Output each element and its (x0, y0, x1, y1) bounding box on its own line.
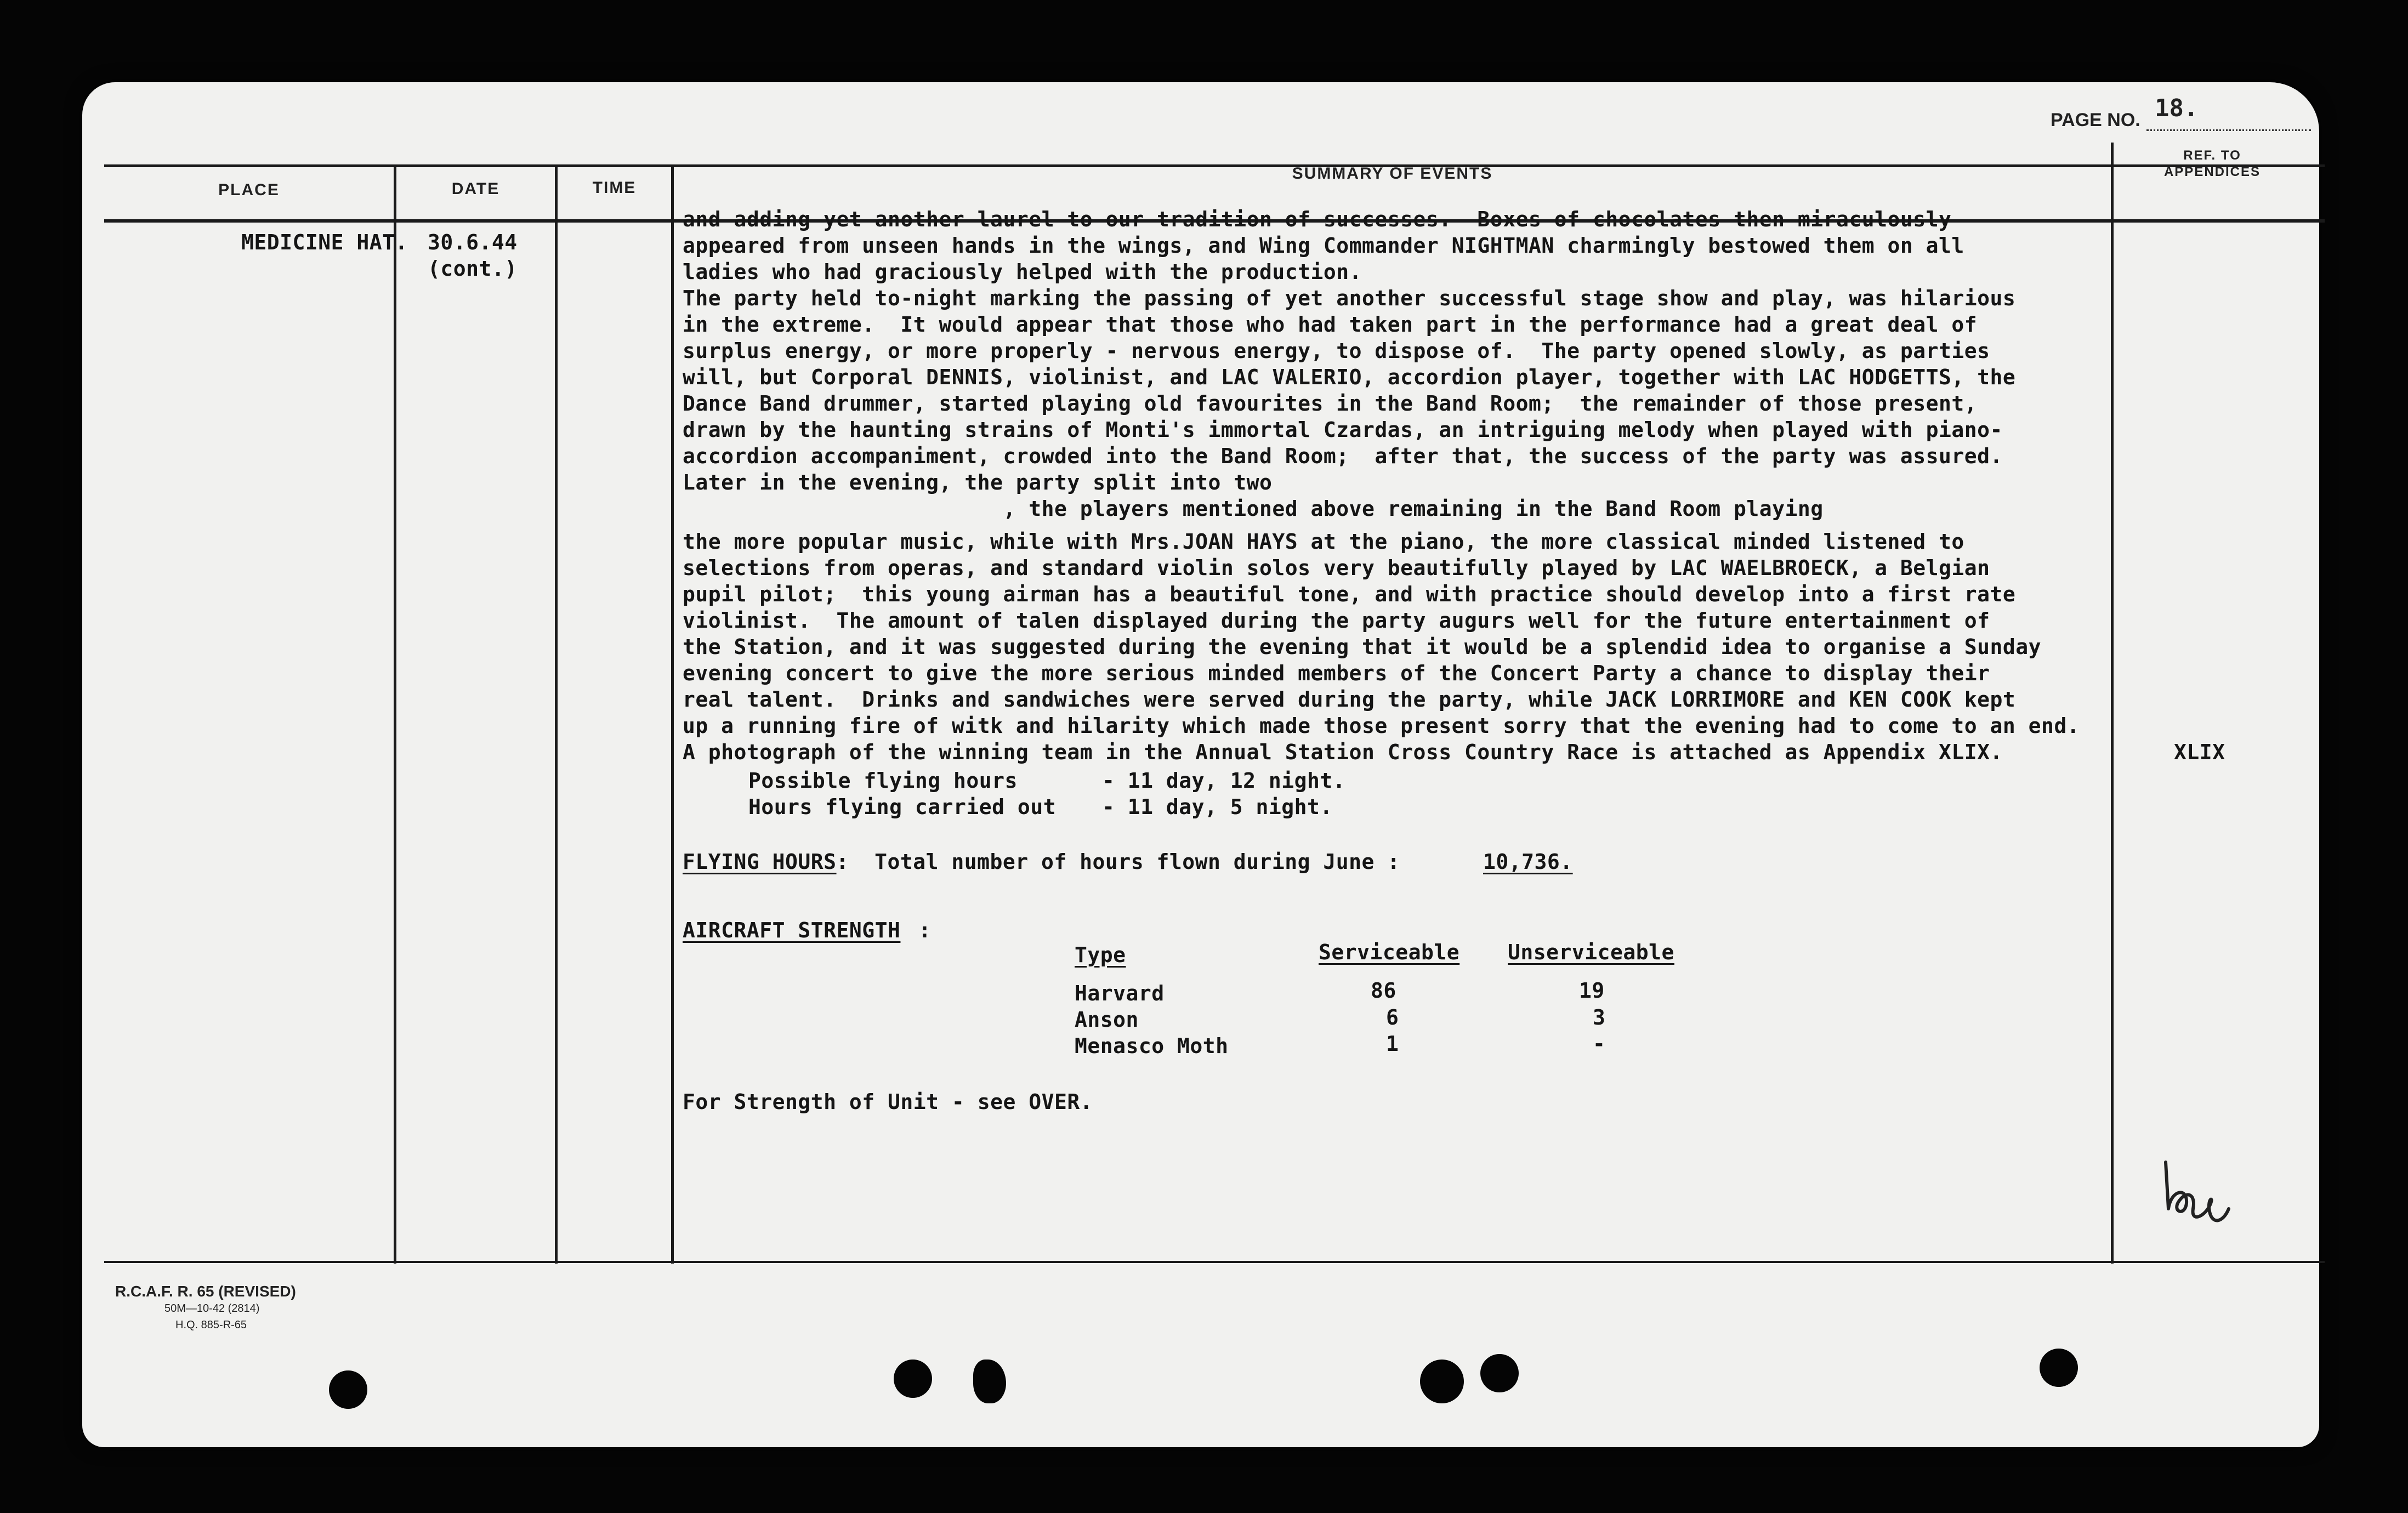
aircraft-row-type: Menasco Moth (1075, 1034, 1229, 1058)
punch-hole (2040, 1349, 2078, 1387)
header-ref-line1: REF. TO (2183, 148, 2241, 163)
summary-line: real talent. Drinks and sandwiches were served during the party, while JACK LORRIMORE and KEN COOK kept (683, 687, 2016, 712)
aircraft-row-serviceable: 6 (1386, 1005, 1399, 1029)
header-place: PLACE (218, 181, 280, 199)
punch-hole (973, 1360, 1006, 1403)
summary-line: surplus energy, or more properly - nervous energy, to dispose of. The party opened slowly, as parties (683, 339, 1990, 363)
aircraft-col-type: Type (1075, 943, 1126, 967)
possible-flying-hours-label: Possible flying hours (748, 769, 1018, 793)
form-id-line3: H.Q. 885-R-65 (175, 1319, 247, 1331)
aircraft-row-type: Harvard (1075, 981, 1165, 1005)
column-divider-date (555, 164, 558, 1264)
entry-date: 30.6.44 (428, 230, 518, 254)
column-divider-summary (2111, 143, 2114, 1264)
flying-hours-text: : Total number of hours flown during June : (836, 850, 1400, 874)
handwritten-initials (2155, 1157, 2231, 1233)
aircraft-col-serviceable: Serviceable (1319, 940, 1460, 964)
aircraft-strength-colon: : (918, 918, 932, 942)
punch-hole (894, 1360, 932, 1398)
page-number-label: PAGE NO. (2051, 110, 2140, 130)
summary-line: appeared from unseen hands in the wings, and Wing Commander NIGHTMAN charmingly bestowed them on all (683, 234, 1964, 258)
summary-line: violinist. The amount of talen displayed during the party augurs well for the future entertainment of (683, 608, 1990, 633)
summary-line: and adding yet another laurel to our tradition of successes. Boxes of chocolates then miraculously (683, 207, 1952, 231)
punch-hole (1420, 1360, 1464, 1403)
flying-hours-heading: FLYING HOURS (683, 850, 837, 874)
aircraft-col-unserviceable: Unserviceable (1508, 940, 1674, 964)
summary-line: will, but Corporal DENNIS, violinist, and LAC VALERIO, accordion player, together with LAC HODGETTS, the (683, 365, 2016, 389)
summary-line: evening concert to give the more serious minded members of the Concert Party a chance to display their (683, 661, 1990, 685)
header-summary-of-events: SUMMARY OF EVENTS (1292, 164, 1493, 183)
aircraft-strength-heading: AIRCRAFT STRENGTH (683, 918, 901, 942)
strength-note: For Strength of Unit - see OVER. (683, 1090, 1093, 1114)
summary-line: up a running fire of witk and hilarity which made those present sorry that the evening had to come to an end. (683, 714, 2080, 738)
summary-line: ladies who had graciously helped with the production. (683, 260, 1362, 284)
appendix-reference: XLIX (2174, 740, 2225, 764)
summary-line: The party held to-night marking the passing of yet another successful stage show and play, was hilarious (683, 286, 2016, 310)
page-number-line (2146, 129, 2311, 131)
possible-flying-hours-value: - 11 day, 12 night. (1102, 769, 1346, 793)
summary-line: , the players mentioned above remaining in the Band Room playing (683, 497, 1824, 521)
summary-line: accordion accompaniment, crowded into the Band Room; after that, the success of the party was assured. (683, 444, 2003, 468)
punch-hole (329, 1370, 367, 1409)
summary-line: drawn by the haunting strains of Monti's immortal Czardas, an intriguing melody when played with piano- (683, 418, 2003, 442)
aircraft-row-unserviceable: 3 (1593, 1005, 1606, 1029)
summary-line: Later in the evening, the party split into two (683, 470, 1273, 494)
aircraft-row-type: Anson (1075, 1008, 1139, 1032)
hours-carried-out-label: Hours flying carried out (748, 795, 1057, 819)
document-page (82, 82, 2319, 1447)
aircraft-row-unserviceable: 19 (1579, 979, 1605, 1003)
form-id-line1: R.C.A.F. R. 65 (REVISED) (115, 1283, 296, 1300)
table-bottom-rule (104, 1261, 2325, 1263)
column-divider-place (394, 164, 396, 1264)
header-time: TIME (592, 179, 637, 197)
header-ref-line2: APPENDICES (2163, 164, 2261, 179)
aircraft-row-serviceable: 86 (1371, 979, 1396, 1003)
form-id-line2: 50M—10-42 (2814) (164, 1302, 260, 1315)
summary-line: the Station, and it was suggested during the evening that it would be a splendid idea to organise a Sunday (683, 635, 2042, 659)
summary-line: selections from operas, and standard violin solos very beautifully played by LAC WAELBROECK, a Belgian (683, 556, 1990, 580)
summary-line: pupil pilot; this young airman has a beautiful tone, and with practice should develop into a first rate (683, 582, 2016, 606)
page-number-value: 18. (2155, 94, 2199, 122)
header-date: DATE (451, 180, 500, 198)
aircraft-row-unserviceable: - (1593, 1032, 1606, 1056)
aircraft-row-serviceable: 1 (1386, 1032, 1399, 1056)
summary-line: Dance Band drummer, started playing old favourites in the Band Room; the remainder of those present, (683, 391, 1978, 416)
flying-hours-total: 10,736. (1483, 850, 1573, 874)
hours-carried-out-value: - 11 day, 5 night. (1102, 795, 1333, 819)
summary-line: A photograph of the winning team in the Annual Station Cross Country Race is attached as Appendix XLIX. (683, 740, 2003, 764)
summary-line: in the extreme. It would appear that those who had taken part in the performance had a great deal of (683, 312, 1978, 337)
column-divider-time (671, 164, 674, 1264)
punch-hole (1480, 1354, 1519, 1392)
entry-date-note: (cont.) (428, 257, 518, 281)
entry-place: MEDICINE HAT. (241, 230, 408, 254)
summary-line: the more popular music, while with Mrs.JOAN HAYS at the piano, the more classical minded listened to (683, 530, 1964, 554)
